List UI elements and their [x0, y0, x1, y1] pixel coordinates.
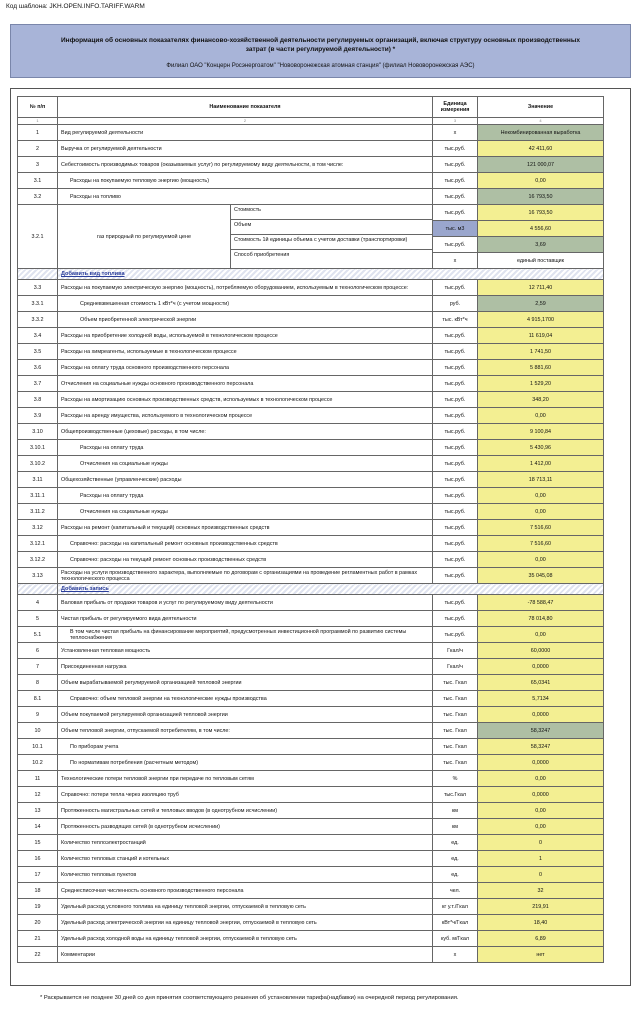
row-value[interactable]: 4 915,1700	[478, 312, 604, 328]
row-unit: тыс. Гкал	[433, 739, 478, 755]
row-unit: тыс.руб.	[433, 360, 478, 376]
table-row	[18, 675, 604, 691]
row-number: 3.8	[18, 392, 58, 408]
row-value[interactable]: 12 711,40	[478, 280, 604, 296]
row-name: Справочно: расходы на текущий ремонт основных производственных средств	[58, 552, 433, 568]
add-fuel-link[interactable]: Добавить вид топлива	[61, 271, 125, 277]
row-unit: тыс.руб.	[433, 627, 478, 643]
row-number: 3.11	[18, 472, 58, 488]
add-fuel-link-row	[18, 269, 604, 280]
row-unit: тыс.руб.	[433, 328, 478, 344]
row-number: 10	[18, 723, 58, 739]
row-number: 3.3.1	[18, 296, 58, 312]
table-row	[18, 643, 604, 659]
table-row	[18, 408, 604, 424]
table-row	[18, 691, 604, 707]
row-unit: тыс.руб.	[433, 189, 478, 205]
row-unit: тыс.руб.	[433, 552, 478, 568]
row-value[interactable]: 0,00	[478, 488, 604, 504]
row-name: Расходы на покупаемую электрическую энергию (мощность), потребляемую оборудованием, используемым в технологическом процессе:	[58, 280, 433, 296]
row-unit: кг у.т./Гкал	[433, 899, 478, 915]
col-number: 1	[18, 118, 58, 125]
row-number: 1	[18, 125, 58, 141]
row-value[interactable]: 18 713,11	[478, 472, 604, 488]
row-name: Расходы на топливо	[58, 189, 433, 205]
col-header-value: Значение	[478, 97, 604, 118]
col-header-num: № п/п	[18, 97, 58, 118]
table-row	[18, 344, 604, 360]
col-header-unit: Единица измерения	[433, 97, 478, 118]
row-name: В том числе чистая прибыль на финансирование мероприятий, предусмотренных инвестиционной программой по развитию системы теплоснабжения	[58, 627, 433, 643]
row-value[interactable]: 11 619,04	[478, 328, 604, 344]
row-name: Комментарии	[58, 947, 433, 963]
fuel-type-name: газ природный по регулируемой цене	[58, 205, 231, 268]
row-number: 3.11.2	[18, 504, 58, 520]
row-value[interactable]: 5,7134	[478, 691, 604, 707]
column-numbers-row	[18, 118, 604, 125]
row-value[interactable]: 0,00	[478, 173, 604, 189]
row-name: Себестоимость производимых товаров (оказываемых услуг) по регулируемому виду деятельности, в том числе:	[58, 157, 433, 173]
row-unit: тыс.руб.	[433, 424, 478, 440]
row-name: Расходы на оплату труда	[58, 488, 433, 504]
col-number: 3	[433, 118, 478, 125]
row-number: 16	[18, 851, 58, 867]
row-value[interactable]: 0	[478, 867, 604, 883]
table-row	[18, 392, 604, 408]
fuel-unit: тыс.руб.	[433, 237, 478, 253]
row-name: Удельный расход условного топлива на единицу тепловой энергии, отпускаемой в тепловую сеть	[58, 899, 433, 915]
row-number: 6	[18, 643, 58, 659]
col-header-name: Наименование показателя	[58, 97, 433, 118]
empty-cell	[18, 584, 58, 595]
table-row	[18, 835, 604, 851]
table-row	[18, 456, 604, 472]
table-row	[18, 883, 604, 899]
row-name: Валовая прибыль от продажи товаров и услуг по регулируемому виду деятельности	[58, 595, 433, 611]
row-name: Отчисления на социальные нужды основного производственного персонала	[58, 376, 433, 392]
empty-cell	[18, 269, 58, 280]
link-cell	[58, 269, 604, 280]
row-value[interactable]: 0,00	[478, 504, 604, 520]
row-unit: тыс. Гкал	[433, 707, 478, 723]
row-value[interactable]: 1 741,50	[478, 344, 604, 360]
table-row	[18, 472, 604, 488]
row-name: Объем приобретенной электрической энергии	[58, 312, 433, 328]
template-code: Код шаблона: JKH.OPEN.INFO.TARIFF.WARM	[6, 3, 145, 10]
row-value[interactable]: 7 516,60	[478, 520, 604, 536]
row-number: 3.10	[18, 424, 58, 440]
row-unit: тыс.руб.	[433, 408, 478, 424]
row-number: 20	[18, 915, 58, 931]
table-row	[18, 440, 604, 456]
row-name: Протяженность магистральных сетей и тепловых вводов (в однотрубном исчислении)	[58, 803, 433, 819]
row-number: 8.1	[18, 691, 58, 707]
row-value[interactable]: -78 588,47	[478, 595, 604, 611]
row-unit: тыс. Гкал	[433, 675, 478, 691]
fuel-unit: тыс.руб.	[433, 205, 478, 221]
row-number: 4	[18, 595, 58, 611]
row-value[interactable]: 9 100,84	[478, 424, 604, 440]
table-row	[18, 707, 604, 723]
table-row	[18, 867, 604, 883]
table-row	[18, 424, 604, 440]
row-name: Расходы на химреагенты, используемые в технологическом процессе	[58, 344, 433, 360]
row-name: Общепроизводственные (цеховые) расходы, в том числе:	[58, 424, 433, 440]
row-value[interactable]: 0,0000	[478, 755, 604, 771]
row-unit: тыс. кВт*ч	[433, 312, 478, 328]
table-row	[18, 189, 604, 205]
row-unit: ед.	[433, 851, 478, 867]
row-unit: тыс. Гкал	[433, 755, 478, 771]
report-header	[10, 24, 631, 78]
row-value[interactable]: 0,00	[478, 408, 604, 424]
table-row	[18, 739, 604, 755]
row-value[interactable]: 0,0000	[478, 659, 604, 675]
row-value[interactable]: 60,0000	[478, 643, 604, 659]
table-row	[18, 771, 604, 787]
row-name: Общехозяйственные (управленческие) расходы	[58, 472, 433, 488]
row-number: 11	[18, 771, 58, 787]
row-name: По приборам учета	[58, 739, 433, 755]
row-number: 3.9	[18, 408, 58, 424]
table-row	[18, 296, 604, 312]
row-unit: тыс.руб.	[433, 488, 478, 504]
row-value[interactable]: 0,00	[478, 819, 604, 835]
table-row	[18, 157, 604, 173]
row-value[interactable]: 348,20	[478, 392, 604, 408]
table-row	[18, 568, 604, 584]
row-unit: тыс.руб.	[433, 157, 478, 173]
table-row	[18, 899, 604, 915]
table-row	[18, 723, 604, 739]
table-header-row	[18, 97, 604, 118]
fuel-value[interactable]: 4 556,60	[478, 221, 604, 237]
row-unit: тыс.руб.	[433, 568, 478, 584]
row-name: По нормативам потребления (расчетным методом)	[58, 755, 433, 771]
table-row	[18, 312, 604, 328]
row-value[interactable]: нет	[478, 947, 604, 963]
row-number: 3	[18, 157, 58, 173]
table-row	[18, 803, 604, 819]
table-row	[18, 328, 604, 344]
row-number: 19	[18, 899, 58, 915]
fuel-value[interactable]: 16 793,50	[478, 205, 604, 221]
table-row	[18, 520, 604, 536]
fuel-unit: x	[433, 253, 478, 269]
table-row	[18, 627, 604, 643]
row-name: Протяженность разводящих сетей (в однотрубном исчислении)	[58, 819, 433, 835]
row-number: 3.5	[18, 344, 58, 360]
row-value[interactable]: 1	[478, 851, 604, 867]
row-unit: тыс.руб.	[433, 520, 478, 536]
row-value[interactable]: 0,00	[478, 627, 604, 643]
row-unit: тыс.руб.	[433, 280, 478, 296]
row-unit: тыс. Гкал	[433, 723, 478, 739]
row-value[interactable]: 0,00	[478, 771, 604, 787]
row-name: Расходы на оплату труда основного производственного персонала	[58, 360, 433, 376]
fuel-unit: тыс. м3	[433, 221, 478, 237]
table-row	[18, 360, 604, 376]
table-row	[18, 787, 604, 803]
row-number: 10.1	[18, 739, 58, 755]
report-title: Информация об основных показателях финансово-хозяйственной деятельности регулируемых организаций, включая структуру основных производственных затрат (в части регулируемой деятельности) *	[60, 37, 581, 53]
row-value[interactable]: 16 793,50	[478, 189, 604, 205]
row-value[interactable]: 2,59	[478, 296, 604, 312]
row-unit: ед.	[433, 835, 478, 851]
row-number: 14	[18, 819, 58, 835]
row-unit: тыс.руб.	[433, 595, 478, 611]
row-unit: тыс.руб.	[433, 141, 478, 157]
row-number: 5.1	[18, 627, 58, 643]
row-unit: тыс.руб.	[433, 344, 478, 360]
row-number: 3.12	[18, 520, 58, 536]
row-name: Технологические потери тепловой энергии при передаче по тепловым сетям	[58, 771, 433, 787]
row-unit: куб. м/Гкал	[433, 931, 478, 947]
row-value[interactable]: 5 430,96	[478, 440, 604, 456]
row-number: 3.10.1	[18, 440, 58, 456]
add-record-link[interactable]: Добавить запись	[61, 586, 109, 592]
fuel-attribute-label: Объем	[231, 220, 432, 235]
row-number: 9	[18, 707, 58, 723]
footnote: * Раскрывается не позднее 30 дней со дня принятия соответствующего решения об установлении тарифа(надбавки) на очередной период регулирования.	[40, 995, 459, 1001]
row-unit: чел.	[433, 883, 478, 899]
row-value[interactable]: 32	[478, 883, 604, 899]
table-row	[18, 819, 604, 835]
indicators-table	[17, 96, 604, 963]
row-unit: тыс.руб.	[433, 611, 478, 627]
row-number: 8	[18, 675, 58, 691]
table-row	[18, 173, 604, 189]
row-name: Количество тепловых станций и котельных	[58, 851, 433, 867]
row-name: Расходы на оплату труда	[58, 440, 433, 456]
table-row	[18, 125, 604, 141]
row-unit: тыс.руб.	[433, 173, 478, 189]
row-name: Объем вырабатываемой регулируемой организацией тепловой энергии	[58, 675, 433, 691]
row-name: Присоединенная нагрузка	[58, 659, 433, 675]
row-name: Расходы на покупаемую тепловую энергию (мощность)	[58, 173, 433, 189]
row-name: Отчисления на социальные нужды	[58, 456, 433, 472]
row-unit: ед.	[433, 867, 478, 883]
row-unit: x	[433, 947, 478, 963]
row-name: Расходы на ремонт (капитальный и текущий) основных производственных средств	[58, 520, 433, 536]
row-name: Количество тепловых пунктов	[58, 867, 433, 883]
row-number: 5	[18, 611, 58, 627]
row-value[interactable]: 1 412,00	[478, 456, 604, 472]
table-row	[18, 536, 604, 552]
row-value[interactable]: 219,91	[478, 899, 604, 915]
row-unit: тыс.Гкал	[433, 787, 478, 803]
fuel-value[interactable]: 3,69	[478, 237, 604, 253]
row-value[interactable]: 35 045,08	[478, 568, 604, 584]
row-number: 3.4	[18, 328, 58, 344]
row-number: 3.12.1	[18, 536, 58, 552]
row-number: 2	[18, 141, 58, 157]
row-value[interactable]: 65,0341	[478, 675, 604, 691]
row-name: Расходы на услуги производственного характера, выполняемые по договорам с организациями на проведение регламентных работ в рамках технологического процесса	[58, 568, 433, 584]
table-row	[18, 141, 604, 157]
row-name: Расходы на приобретение холодной воды, используемой в технологическом процессе	[58, 328, 433, 344]
row-unit: Гкал/ч	[433, 643, 478, 659]
row-value[interactable]: 0	[478, 835, 604, 851]
row-value[interactable]: 42 411,60	[478, 141, 604, 157]
row-unit: кВт*ч/Гкал	[433, 915, 478, 931]
row-value[interactable]: 0,00	[478, 803, 604, 819]
row-name: Расходы на аренду имущества, используемого в технологическом процессе	[58, 408, 433, 424]
row-name: Удельный расход холодной воды на единицу тепловой энергии, отпускаемой в тепловую сеть	[58, 931, 433, 947]
fuel-row	[18, 205, 604, 221]
row-number: 3.3	[18, 280, 58, 296]
table-row	[18, 552, 604, 568]
row-value[interactable]: 0,00	[478, 552, 604, 568]
row-number: 18	[18, 883, 58, 899]
row-number: 7	[18, 659, 58, 675]
row-value[interactable]: 58,3247	[478, 739, 604, 755]
row-number: 12	[18, 787, 58, 803]
fuel-attribute-label: Стоимость	[231, 205, 432, 220]
row-number: 3.2	[18, 189, 58, 205]
fuel-name-cell	[58, 205, 433, 269]
row-name: Выручка от регулируемой деятельности	[58, 141, 433, 157]
row-number: 17	[18, 867, 58, 883]
fuel-attribute-label: Стоимость 1й единицы объема с учетом доставки (транспортировки)	[231, 235, 432, 250]
row-number: 3.7	[18, 376, 58, 392]
row-unit: Гкал/ч	[433, 659, 478, 675]
row-unit: км	[433, 803, 478, 819]
add-record-link-row	[18, 584, 604, 595]
fuel-number: 3.2.1	[18, 205, 58, 269]
row-name: Количество теплоэлектростанций	[58, 835, 433, 851]
row-unit: тыс.руб.	[433, 440, 478, 456]
table-row	[18, 611, 604, 627]
row-unit: км	[433, 819, 478, 835]
row-name: Среднесписочная численность основного производственного персонала	[58, 883, 433, 899]
table-row	[18, 931, 604, 947]
table-row	[18, 504, 604, 520]
row-name: Справочно: объем тепловой энергии на технологические нужды производства	[58, 691, 433, 707]
row-name: Установленная тепловая мощность	[58, 643, 433, 659]
row-unit: тыс.руб.	[433, 504, 478, 520]
row-unit: тыс.руб.	[433, 392, 478, 408]
row-value[interactable]: 7 516,60	[478, 536, 604, 552]
table-row	[18, 595, 604, 611]
row-name: Справочно: потери тепла через изоляцию труб	[58, 787, 433, 803]
col-number: 2	[58, 118, 433, 125]
table-row	[18, 915, 604, 931]
row-number: 21	[18, 931, 58, 947]
organization-name: Филиал ОАО "Концерн Росэнергоатом" "Нововоронежская атомная станция" (филиал Нововоронежская АЭС)	[166, 63, 475, 69]
row-number: 3.1	[18, 173, 58, 189]
row-unit: x	[433, 125, 478, 141]
table-row	[18, 376, 604, 392]
fuel-attribute-label: Способ приобретения	[234, 252, 290, 258]
row-number: 15	[18, 835, 58, 851]
table-row	[18, 659, 604, 675]
row-name: Средневзвешенная стоимость 1 кВт*ч (с учетом мощности)	[58, 296, 433, 312]
row-value[interactable]: 78 014,80	[478, 611, 604, 627]
table-row	[18, 488, 604, 504]
row-unit: тыс.руб.	[433, 536, 478, 552]
row-number: 22	[18, 947, 58, 963]
row-name: Объем тепловой энергии, отпускаемой потребителям, в том числе:	[58, 723, 433, 739]
row-value[interactable]: 0,0000	[478, 707, 604, 723]
row-number: 10.2	[18, 755, 58, 771]
row-name: Объем покупаемой регулируемой организацией тепловой энергии	[58, 707, 433, 723]
row-unit: %	[433, 771, 478, 787]
row-name: Чистая прибыль от регулируемого вида деятельности	[58, 611, 433, 627]
row-number: 3.12.2	[18, 552, 58, 568]
table-row	[18, 280, 604, 296]
row-unit: тыс.руб.	[433, 472, 478, 488]
row-name: Расходы на амортизацию основных производственных средств, используемых в технологическом процессе	[58, 392, 433, 408]
row-value[interactable]: 18,40	[478, 915, 604, 931]
row-number: 3.11.1	[18, 488, 58, 504]
fuel-value[interactable]: единый поставщик	[478, 253, 604, 269]
row-unit: руб.	[433, 296, 478, 312]
link-cell	[58, 584, 604, 595]
row-name: Вид регулируемой деятельности	[58, 125, 433, 141]
row-name: Отчисления на социальные нужды	[58, 504, 433, 520]
table-row	[18, 755, 604, 771]
row-value[interactable]: 121 000,07	[478, 157, 604, 173]
row-value[interactable]: 6,89	[478, 931, 604, 947]
row-number: 13	[18, 803, 58, 819]
row-name: Удельный расход электрической энергии на единицу тепловой энергии, отпускаемой в тепловую сеть	[58, 915, 433, 931]
row-unit: тыс.руб.	[433, 456, 478, 472]
row-name: Справочно: расходы на капитальный ремонт основных производственных средств	[58, 536, 433, 552]
row-value[interactable]: 58,3247	[478, 723, 604, 739]
row-unit: тыс. Гкал	[433, 691, 478, 707]
row-unit: тыс.руб.	[433, 376, 478, 392]
row-number: 3.3.2	[18, 312, 58, 328]
row-number: 3.6	[18, 360, 58, 376]
row-value[interactable]: 0,0000	[478, 787, 604, 803]
row-number: 3.13	[18, 568, 58, 584]
row-value[interactable]: 5 881,60	[478, 360, 604, 376]
table-row	[18, 851, 604, 867]
table-row	[18, 947, 604, 963]
row-number: 3.10.2	[18, 456, 58, 472]
row-value[interactable]: Некомбинированная выработка	[478, 125, 604, 141]
row-value[interactable]: 1 529,20	[478, 376, 604, 392]
col-number: 4	[478, 118, 604, 125]
